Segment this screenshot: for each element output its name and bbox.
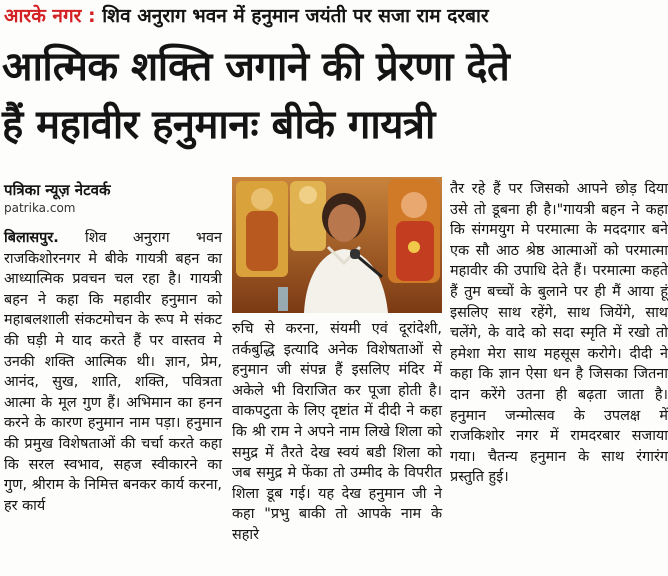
headline-line-1: आत्मिक शक्ति जगाने की प्रेरणा देते <box>2 44 510 90</box>
kicker-location: आरके नगर : <box>4 5 96 27</box>
speaker-photo-image <box>232 177 442 313</box>
article-photo <box>232 177 442 313</box>
article-column-3 <box>450 179 668 488</box>
kicker-line <box>4 2 664 30</box>
article-col1-text: शिव अनुराग भवन राजकिशोरनगर मे बीके गायत्री बहन का आध्यात्मिक प्रवचन चल रहा है। गायत्री बहन ने कहा कि महावीर हनुमान को महाबलशाली संकटमोचन के रूप मे संकट की घड़ी मे याद करते हैं पर वास्तव मे उनकी शक्ति आत्मिक थी। ज्ञान, प्रेम, आनंद, सुख, शाति, शक्ति, पवित्रता आत्मा के मूल गुण हैं। अभिमान का हनन करने के कारण हनुमान नाम पड़ा। हनुमान की प्रमुख विशेषताओं की चर्चा करते कहा कि सरल स्वभाव, सहज स्वीकारने का गुण, श्रीराम के निमित्त बनकर कार्य करना, हर कार्य <box>4 230 223 514</box>
article-column-1 <box>4 228 222 516</box>
article-column-2 <box>232 319 442 546</box>
kicker-text: शिव अनुराग भवन में हनुमान जयंती पर सजा राम दरबार <box>102 5 489 27</box>
article-dateline: बिलासपुर. <box>4 230 59 246</box>
article-col3-text: तैर रहे हैं पर जिसको आपने छोड़ दिया उसे तो डूबना ही है।"गायत्री बहन ने कहा कि संगमयुग मे परमात्मा के मददगार बने एक सौ आठ श्रेष्ठ आत्माओं को परमात्मा महावीर की उपाधि देते हैं। परमात्मा कहते हैं तुम बच्चों के बुलाने पर ही मैं आया हूं इसलिए साथ रहेंगे, साथ जियेंगे, साथ चलेंगे, के वादे को सदा स्मृति में रखो तो हमेशा मेरा साथ महसूस करोगे। दीदी ने कहा कि ज्ञान ऐसा धन है जिसका जितना दान करेंगे उतना ही बढ़ता जाता है। हनुमान जन्मोत्सव के उपलक्ष में राजकिशोर नगर में रामदरबार सजाया गया। चैतन्य हनुमान के साथ रंगारंग प्रस्तुति हुई। <box>450 181 668 486</box>
headline <box>2 38 666 154</box>
article-col2-text: रुचि से करना, संयमी एवं दूरांदेशी, तर्कबुद्धि इत्यादि अनेक विशेषताओं से हनुमान जी संपन्न हैं इसलिए मंदिर में अकेले भी विराजित कर पूजा होती है। वाकपटुता के लिए दृष्टांत में दीदी ने कहा कि श्री राम ने अपने नाम लिखे शिला को समुद्र में तैरते देख स्वयं बडी शिला को जब समुद्र मे फेंका तो उम्मीद के विपरीत शिला डूब गई। यह देख हनुमान जी ने कहा "प्रभु बाकी तो आपके नाम के सहारे <box>232 321 442 543</box>
byline <box>4 180 229 216</box>
headline-line-2: हैं महावीर हनुमानः बीके गायत्री <box>2 102 435 148</box>
byline-website: patrika.com <box>4 201 76 215</box>
byline-agency: पत्रिका न्यूज़ नेटवर्क <box>4 181 111 199</box>
